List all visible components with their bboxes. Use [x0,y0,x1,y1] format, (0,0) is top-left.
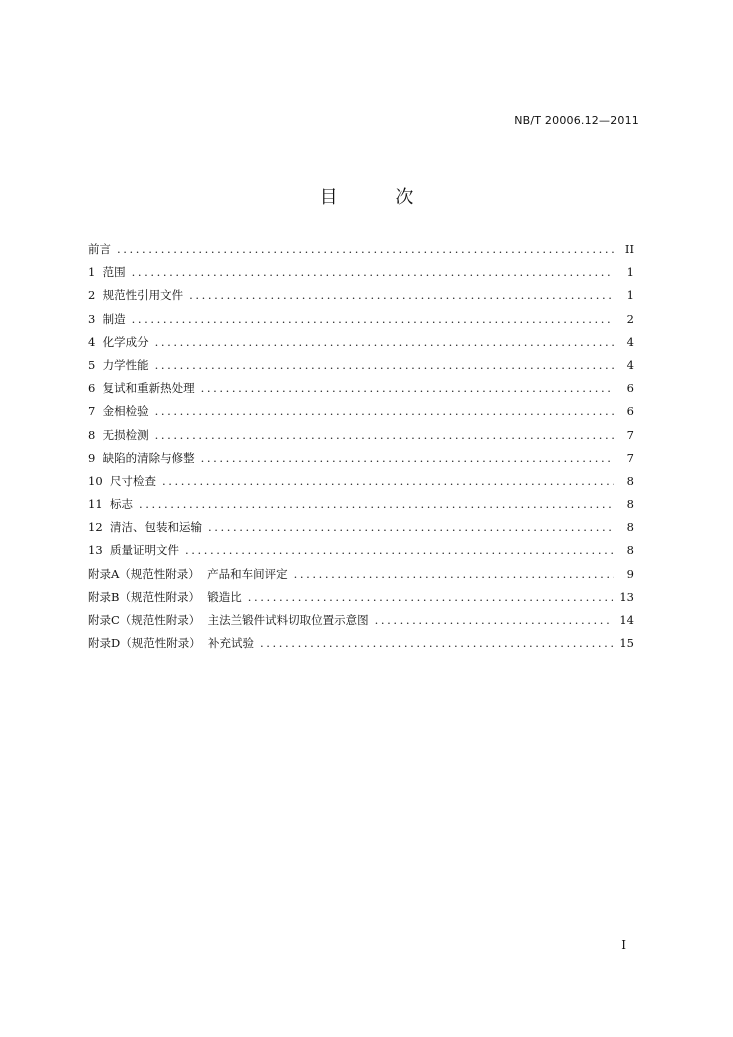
toc-entry-number: 13 [88,543,110,558]
toc-entry-label: 规范性引用文件 [102,288,184,303]
toc-entry[interactable] [88,377,634,400]
toc-leader-dots [155,424,614,447]
toc-entry-page: 9 [626,566,634,581]
toc-entry-label: 复试和重新热处理 [102,381,195,396]
toc-entry-number: 1 [88,265,103,280]
toc-entry-number: 附录B（规范性附录） [88,589,208,604]
toc-entry[interactable] [88,331,634,354]
toc-leader-dots [294,563,614,586]
toc-entry-number: 附录D（规范性附录） [88,636,209,651]
toc-entry-label: 范围 [102,265,126,280]
toc-entry-page: 8 [626,473,634,488]
toc-leader-dots [260,632,613,655]
toc-entry-number: 5 [88,357,103,372]
toc-entry-number: 附录C（规范性附录） [88,613,208,627]
toc-entry-page: II [624,242,634,256]
toc-entry-number: 2 [88,288,103,303]
toc-entry-page: 8 [626,520,634,535]
toc-entry-number: 11 [88,497,110,512]
toc-leader-dots [248,586,614,609]
toc-entry[interactable] [88,586,634,609]
toc-leader-dots [132,261,614,284]
toc-entry-page: 1 [626,288,634,303]
toc-leader-dots [185,539,614,562]
toc-entry[interactable] [88,470,634,493]
toc-entry[interactable] [88,632,634,655]
toc-entry-number: 9 [88,450,103,465]
toc-entry-page: 4 [626,334,634,349]
toc-leader-dots [132,308,614,331]
toc-entry-label: 质量证明文件 [109,543,179,558]
toc-entry-number: 7 [88,404,103,419]
toc-entry-label: 前言 [88,242,111,256]
toc-entry-page: 2 [626,311,634,326]
toc-entry-page: 8 [626,497,634,512]
toc-entry[interactable] [88,493,634,516]
toc-entry-label: 锻造比 [207,589,242,604]
toc-leader-dots [155,354,614,377]
toc-entry-label: 产品和车间评定 [207,566,288,581]
toc-entry-page: 8 [626,543,634,558]
toc-entry-number: 3 [88,311,103,326]
toc-leader-dots [155,400,614,423]
toc-entry-page: 1 [626,265,634,280]
toc-entry-page: 14 [619,613,634,627]
toc-leader-dots [117,238,614,261]
toc-entry[interactable] [88,261,634,284]
toc-leader-dots [155,331,614,354]
toc-leader-dots [375,609,614,632]
toc-leader-dots [208,516,614,539]
toc-entry-label: 清洁、包装和运输 [109,520,202,535]
standard-code: NB/T 20006.12—2011 [514,114,639,127]
toc-entry-number: 8 [88,427,103,442]
toc-entry-number: 10 [88,473,110,488]
page-number: I [621,938,626,952]
toc-leader-dots [201,447,614,470]
toc-entry[interactable] [88,447,634,470]
toc-entry-label: 补充试验 [208,636,255,651]
toc-entry-number: 4 [88,334,103,349]
toc-entry-label: 缺陷的清除与修整 [102,450,195,465]
toc-entry-label: 金相检验 [102,404,149,419]
toc-entry[interactable] [88,284,634,307]
toc-leader-dots [162,470,614,493]
toc-entry[interactable] [88,400,634,423]
toc-entry-page: 7 [626,427,634,442]
toc-title: 目 次 [319,187,440,208]
toc-entry-label: 无损检测 [102,427,149,442]
toc-leader-dots [201,377,614,400]
toc-entry-label: 化学成分 [102,334,149,349]
toc-entry-page: 4 [626,357,634,372]
toc-entry[interactable] [88,238,634,261]
toc-entry[interactable] [88,516,634,539]
toc-entry-page: 13 [619,589,634,604]
table-of-contents [88,238,634,655]
toc-entry-label: 力学性能 [102,357,149,372]
toc-entry[interactable] [88,424,634,447]
toc-entry-number: 12 [88,520,110,535]
toc-leader-dots [139,493,614,516]
toc-entry[interactable] [88,308,634,331]
toc-entry-page: 7 [626,450,634,465]
toc-entry-label: 制造 [102,311,126,326]
toc-entry[interactable] [88,354,634,377]
toc-entry-page: 6 [626,381,634,396]
toc-entry-page: 6 [626,404,634,419]
toc-entry-label: 标志 [109,497,133,512]
toc-entry[interactable] [88,539,634,562]
toc-entry-label: 主法兰锻件试料切取位置示意图 [207,613,369,627]
toc-entry[interactable] [88,609,634,632]
toc-entry-label: 尺寸检查 [109,473,156,488]
toc-entry[interactable] [88,563,634,586]
toc-entry-number: 附录A（规范性附录） [88,566,208,581]
toc-entry-number: 6 [88,381,103,396]
toc-entry-page: 15 [619,636,634,651]
toc-leader-dots [189,284,614,307]
